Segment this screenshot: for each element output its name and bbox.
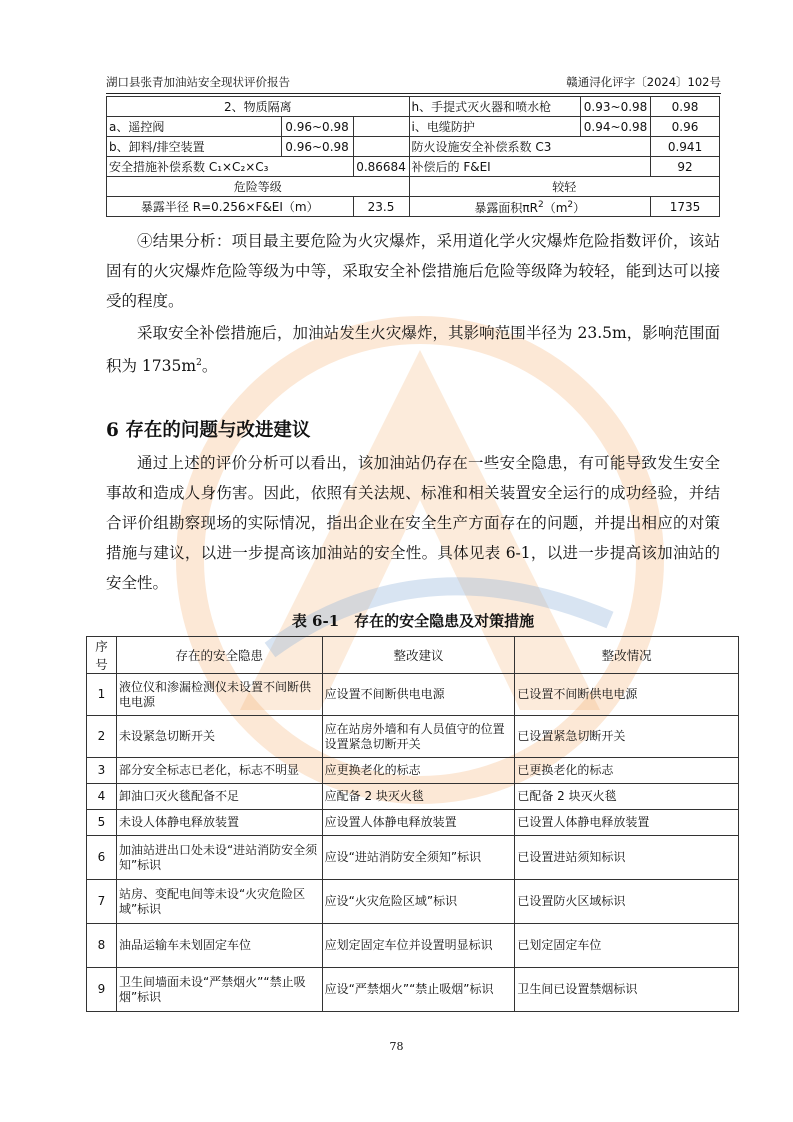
table-row (107, 97, 720, 117)
table-cell: 已设置防火区域标识 (515, 880, 739, 924)
compensation-table (106, 96, 720, 217)
table-cell: 应配备 2 块灭火毯 (322, 784, 515, 810)
table-cell: 应设“火灾危险区域”标识 (322, 880, 515, 924)
table-cell: 0.941 (651, 137, 720, 157)
table-cell: 暴露半径 R=0.256×F&EI（m） (107, 197, 354, 217)
table-cell: 液位仪和渗漏检测仪未设置不间断供电电源 (116, 674, 322, 716)
table-cell: 安全措施补偿系数 C₁×C₂×C₃ (107, 157, 354, 177)
table-cell: 1735 (651, 197, 720, 217)
superscript: 2 (567, 200, 574, 210)
table-cell: 卸油口灭火毯配备不足 (116, 784, 322, 810)
superscript: 2 (537, 200, 544, 210)
table-cell: 应更换老化的标志 (322, 758, 515, 784)
table-cell: 已设置进站须知标识 (515, 836, 739, 880)
table-row (87, 968, 739, 1012)
table-cell: 站房、变配电间等未设“火灾危险区域”标识 (116, 880, 322, 924)
table-cell: 3 (87, 758, 117, 784)
table-cell: 部分安全标志已老化，标志不明显 (116, 758, 322, 784)
table-cell: 0.96 (651, 117, 720, 137)
table-cell (353, 137, 409, 157)
table-cell: 已设置人体静电释放装置 (515, 810, 739, 836)
table-cell: 危险等级 (107, 177, 410, 197)
table-row (87, 674, 739, 716)
header-doc-number: 赣通浔化评字〔2024〕102号 (566, 75, 721, 89)
table-cell: 较轻 (409, 177, 719, 197)
table-cell: h、手提式灭火器和喷水枪 (409, 97, 581, 117)
table-cell: 已更换老化的标志 (515, 758, 739, 784)
paragraph-text: 采取安全补偿措施后，加油站发生火灾爆炸，其影响范围半径为 23.5m，影响范围面积为 1735m (106, 324, 720, 376)
table-cell: 2、物质隔离 (107, 97, 410, 117)
table-cell: 未设人体静电释放装置 (116, 810, 322, 836)
table-cell: 0.98 (651, 97, 720, 117)
table-cell: i、电缆防护 (409, 117, 581, 137)
table-cell: 应划定固定车位并设置明显标识 (322, 924, 515, 968)
table-cell: 6 (87, 836, 117, 880)
table-header-row (87, 637, 739, 674)
table-cell: 0.96~0.98 (281, 137, 353, 157)
table-caption: 表 6-1 存在的安全隐患及对策措施 (291, 612, 535, 630)
table-cell: 0.94~0.98 (581, 117, 651, 137)
table-cell: 已划定固定车位 (515, 924, 739, 968)
table-cell: 已设置不间断供电电源 (515, 674, 739, 716)
page-number: 78 (389, 1040, 404, 1053)
column-header: 整改建议 (322, 637, 515, 674)
table-cell (353, 117, 409, 137)
table-cell: 0.86684 (353, 157, 409, 177)
superscript: 2 (196, 358, 202, 368)
table-cell: 应设“进站消防安全须知”标识 (322, 836, 515, 880)
table-row (87, 836, 739, 880)
table-cell: 23.5 (353, 197, 409, 217)
table-cell (409, 197, 651, 217)
table-row (87, 784, 739, 810)
table-cell: 已设置紧急切断开关 (515, 716, 739, 758)
table-cell: 应在站房外墙和有人员值守的位置设置紧急切断开关 (322, 716, 515, 758)
table-cell: 未设紧急切断开关 (116, 716, 322, 758)
table-cell: 已配备 2 块灭火毯 (515, 784, 739, 810)
table-row (107, 137, 720, 157)
table-cell: 卫生间墙面未设“严禁烟火”“禁止吸烟”标识 (116, 968, 322, 1012)
result-analysis-paragraph: ④结果分析：项目最主要危险为火灾爆炸，采用道化学火灾爆炸危险指数评价，该站固有的火灾爆炸危险等级为中等，采取安全补偿措施后危险等级降为较轻，能到达可以接受的程度。 (106, 232, 720, 310)
table-cell: 卫生间已设置禁烟标识 (515, 968, 739, 1012)
table-row (107, 197, 720, 217)
table-row (107, 177, 720, 197)
page-header (106, 68, 721, 94)
table-cell: 应设置不间断供电电源 (322, 674, 515, 716)
table-row (87, 880, 739, 924)
table-cell: 92 (651, 157, 720, 177)
cell-text: （m (543, 201, 568, 215)
table-cell: 5 (87, 810, 117, 836)
table-cell: 应设置人体静电释放装置 (322, 810, 515, 836)
table-cell: 0.96~0.98 (281, 117, 353, 137)
table-cell: 0.93~0.98 (581, 97, 651, 117)
table-cell: 应设“严禁烟火”“禁止吸烟”标识 (322, 968, 515, 1012)
table-cell: 8 (87, 924, 117, 968)
table-row (87, 716, 739, 758)
issues-table (86, 636, 739, 1012)
table-row (107, 117, 720, 137)
column-header: 序号 (87, 637, 117, 674)
cell-text: 暴露面积πR (474, 201, 538, 215)
table-cell: 9 (87, 968, 117, 1012)
table-cell: 4 (87, 784, 117, 810)
table-cell: 补偿后的 F&EI (409, 157, 651, 177)
section-heading: 6 存在的问题与改进建议 (106, 420, 311, 441)
table-row (107, 157, 720, 177)
table-cell: 2 (87, 716, 117, 758)
column-header: 存在的安全隐患 (116, 637, 322, 674)
table-cell: 防火设施安全补偿系数 C3 (409, 137, 651, 157)
paragraph-text: 。 (201, 357, 218, 376)
table-cell: a、遥控阀 (107, 117, 282, 137)
impact-paragraph (106, 318, 720, 381)
table-row (87, 924, 739, 968)
cell-text: ） (573, 201, 586, 215)
table-cell: b、卸料/排空装置 (107, 137, 282, 157)
table-row (87, 758, 739, 784)
table-row (87, 810, 739, 836)
table-cell: 7 (87, 880, 117, 924)
column-header: 整改情况 (515, 637, 739, 674)
table-cell: 1 (87, 674, 117, 716)
section-paragraph: 通过上述的评价分析可以看出，该加油站仍存在一些安全隐患，有可能导致发生安全事故和造成人身伤害。因此，依照有关法规、标准和相关装置安全运行的成功经验，并结合评价组勘察现场的实际情况，指出企业在安全生产方面存在的问题，并提出相应的对策措施与建议，以进一步提高该加油站的安全性。具体见表 6-1，以进一步提高该加油站的安全性。 (106, 454, 720, 592)
table-cell: 油品运输车未划固定车位 (116, 924, 322, 968)
header-report-title: 湖口县张青加油站安全现状评价报告 (106, 75, 290, 89)
table-cell: 加油站进出口处未设“进站消防安全须知”标识 (116, 836, 322, 880)
